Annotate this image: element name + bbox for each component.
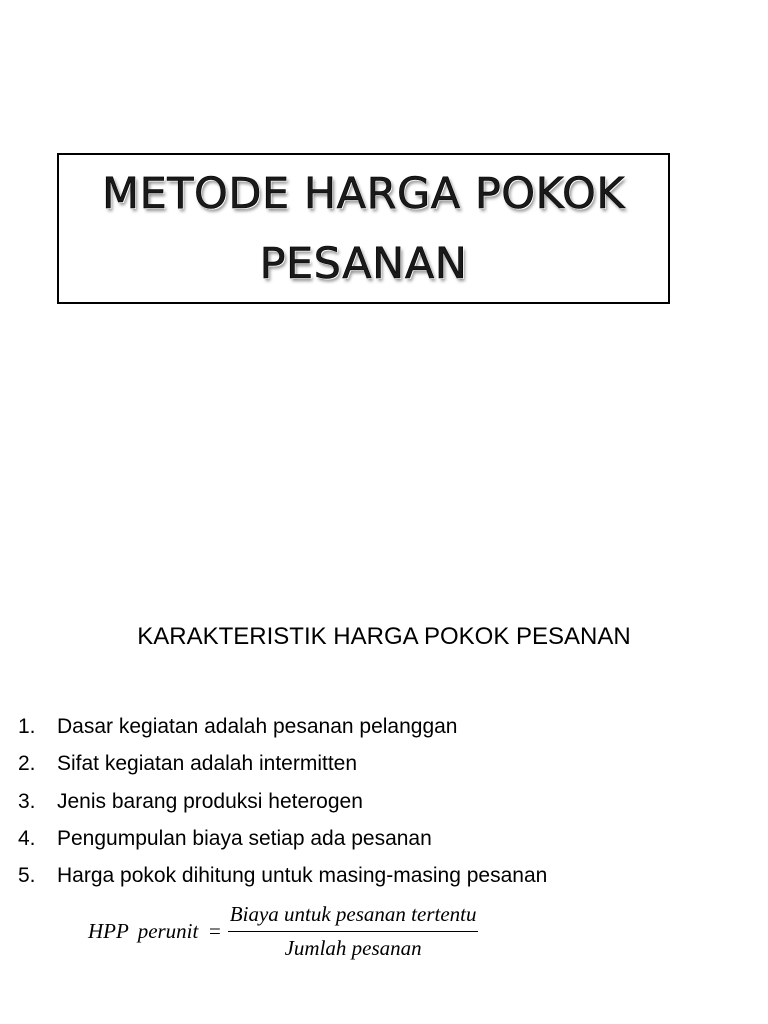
- list-item-text: Sifat kegiatan adalah intermitten: [57, 752, 358, 776]
- list-item: [18, 857, 547, 894]
- list-item: [18, 745, 547, 782]
- list-item: [18, 708, 547, 745]
- list-item: [18, 783, 547, 820]
- list-item: [18, 820, 547, 857]
- list-item-text: Jenis barang produksi heterogen: [57, 789, 363, 813]
- list-item-number: 4.: [18, 826, 36, 850]
- title-box: [57, 153, 670, 304]
- title-line-1: METODE HARGA POKOK: [101, 168, 626, 219]
- formula-fraction: [228, 902, 479, 961]
- list-item-number: 3.: [18, 789, 36, 813]
- section-heading: KARAKTERISTIK HARGA POKOK PESANAN: [137, 623, 631, 650]
- formula-numerator: Biaya untuk pesanan tertentu: [228, 902, 479, 932]
- list-item-number: 5.: [18, 864, 36, 888]
- list-item-number: 1.: [18, 715, 36, 738]
- list-item-text: Harga pokok dihitung untuk masing-masing pesanan: [57, 864, 548, 888]
- characteristics-list: [18, 708, 547, 894]
- list-item-text: Pengumpulan biaya setiap ada pesanan: [57, 826, 432, 850]
- formula-denominator: Jumlah pesanan: [284, 936, 422, 960]
- title-line-2: PESANAN: [259, 238, 468, 289]
- list-item-text: Dasar kegiatan adalah pesanan pelanggan: [57, 715, 458, 738]
- list-item-number: 2.: [18, 752, 36, 776]
- hpp-formula: [88, 902, 478, 961]
- formula-lhs: HPP perunit =: [88, 919, 222, 943]
